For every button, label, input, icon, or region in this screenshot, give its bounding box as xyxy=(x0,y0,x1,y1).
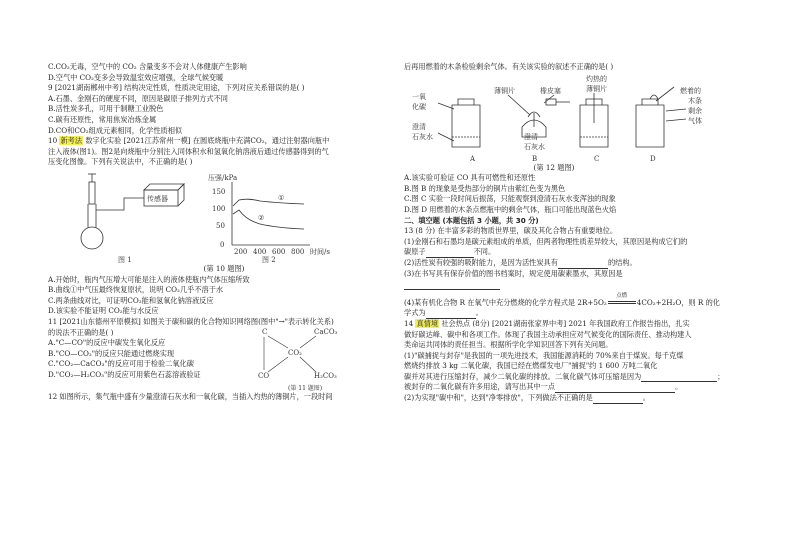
q13-part1-prefix: 碳原子 xyxy=(404,247,426,257)
q14-part2: (2)为实现"碳中和"，达到"净零排放"，下列做法不正确的是 。 xyxy=(404,393,650,403)
q11-stem-2: 的说法不正确的是( ) xyxy=(48,327,114,337)
fig12-caption: (第 12 题图) xyxy=(533,162,575,172)
q13-part4 xyxy=(404,292,756,309)
fig12-lime-a-2: 石灰水 xyxy=(412,132,433,141)
figure-10 xyxy=(48,168,400,264)
fig10-xtick-600: 600 xyxy=(272,247,286,256)
fig12-co-label-2: 化碳 xyxy=(412,102,426,111)
fig10-ytick-0: 0 xyxy=(220,240,225,249)
fig12-copper-b: 薄铜片 xyxy=(494,86,515,95)
q12-stem-cont: 后再用燃着的木条检验剩余气体。有关该实验的叙述不正确的是( ) xyxy=(404,62,614,71)
fig11-node-c: C xyxy=(262,327,268,336)
fig10-figure1-label: 图 1 xyxy=(118,255,132,264)
q14-part1-4-text: 被封存的二氧化碳有许多用途，请写出其中一点 xyxy=(404,382,555,392)
fig10-pressure-chart xyxy=(208,173,330,256)
q13-part2 xyxy=(404,258,756,269)
fig12-stick: 木条 xyxy=(688,96,702,105)
q13-part4-formula-label: 学式为 xyxy=(404,308,426,318)
q9-option-a: A.石墨、金刚石的硬度不同，原因是碳原子排列方式不同 xyxy=(48,93,228,103)
q13-stem: 13 (8 分) 在丰富多彩的物质世界里，碳及其化合物占有重要地位。 xyxy=(404,226,618,236)
q13-reaction-arrow xyxy=(607,292,637,309)
fig12-gas: 气体 xyxy=(688,116,702,125)
fig11-node-co2: CO₂ xyxy=(288,348,302,357)
fig12-label-b: B xyxy=(532,154,538,163)
q10-option-c: C.两条曲线对比，可证明CO₂能和氢氧化钠溶液反应 xyxy=(48,295,214,305)
fig10-xtick-800: 800 xyxy=(291,247,305,256)
q10-stem-text: 数字化实验 [2021江苏常州一模] 在圆底烧瓶中充满CO₂，通过注射器向瓶中 xyxy=(85,136,330,146)
q13-part2-suffix: 的结构。 xyxy=(607,257,637,267)
fig12-labels xyxy=(412,74,702,163)
q13-equals-sign xyxy=(608,301,636,305)
figure-12 xyxy=(404,73,756,163)
fig10-ytick-50: 50 xyxy=(216,221,225,230)
fig12-hot-label: 灼热的 xyxy=(586,74,607,83)
fig12-lime-b-1: 澄清 xyxy=(524,132,538,141)
fig12-label-d: D xyxy=(650,154,656,163)
q11-block xyxy=(48,328,400,392)
q13-part3-answer xyxy=(404,279,756,290)
q13-part3: (3)在书写具有保存价值的图书档案时，规定使用碳素墨水，其原因是 xyxy=(404,268,623,278)
q12-option-a: A.该实验可验证 CO 具有可燃性和还原性 xyxy=(404,173,536,183)
q10-new-method-badge: 新考法 xyxy=(60,136,83,146)
fig10-xtick-200: 200 xyxy=(234,247,248,256)
q14-blank-2[interactable] xyxy=(555,384,675,393)
fig10-caption: (第 10 题图) xyxy=(203,263,245,273)
fig10-ytick-100: 100 xyxy=(212,204,226,213)
q11-option-b: B."CO—CO₂"的反应只能通过燃烧实现 xyxy=(48,348,175,358)
q14-part1-4: 被封存的二氧化碳有许多用途，请写出其中一点 。 xyxy=(404,382,683,392)
q14-part1-3-text: 碳并对其进行压缩封存，减少二氧化碳的排放。二氧化碳气体可压缩是因为 xyxy=(404,371,642,381)
q12-option-c: C.图 C 实验一段时间后振荡，只能观察到澄清石灰水变浑浊的现象 xyxy=(404,194,616,204)
q12-stem: 12 如图所示，集气瓶中盛有少量澄清石灰水和一氧化碳，当插入灼热的薄铜片，一段时间 xyxy=(48,391,333,401)
q9-stem: 9 [2021湖南郴州中考] 结构决定性质，性质决定用途，下列对应关系错误的是( ) xyxy=(48,83,305,93)
q12-option-b: B.图 B 的现象是受热部分的铜片由紫红色变为黑色 xyxy=(404,183,566,193)
q14-part1-2: 燃烧约排放 3 kg 二氧化碳，我国已经在燃煤发电厂"捕捉"约 1 600 万吨二氧化 xyxy=(404,361,658,371)
q13-condition-ignite: 点燃 xyxy=(616,292,628,299)
fig10-apparatus xyxy=(81,174,184,249)
q14-blank-1[interactable] xyxy=(641,373,717,382)
q13-blank-3[interactable] xyxy=(404,281,500,290)
q8-option-c: C.CO₂无毒，空气中的 CO₂ 含量变多不会对人体健康产生影响 xyxy=(48,62,247,71)
q14-part1-3: 碳并对其进行压缩封存，减少二氧化碳的排放。二氧化碳气体可压缩是因为 ； xyxy=(404,371,725,381)
q14-stem-3: 类命运共同体的责任担当。根据所学化学知识回答下列有关问题。 xyxy=(404,340,613,350)
figure-10-drawing xyxy=(48,168,400,264)
q13-part4-suffix: 4CO₂+2H₂O，则 R 的化 xyxy=(636,297,720,307)
q14-stem-text: 社会热点 (8分) [2021湖南张家界中考] 2021 年我国政府工作报告指出，扎实 xyxy=(441,318,690,328)
fig12-stopper: 橡皮塞 xyxy=(540,86,561,95)
q14-stem-2: 做好碳达峰、碳中和各项工作。体现了我国主动承担应对气候变化的国际责任、推动构建人 xyxy=(404,329,692,339)
q14-real-situation-badge: 真情境 xyxy=(416,318,439,328)
fig12-label-c: C xyxy=(594,154,600,163)
q14-part2-text: (2)为实现"碳中和"，达到"净零排放"，下列做法不正确的是 xyxy=(404,393,593,403)
fig11-node-h2co3: H₂CO₃ xyxy=(314,371,337,380)
fig12-lime-b-2: 石灰水 xyxy=(524,142,545,151)
left-column xyxy=(48,62,400,402)
fig11-caption: (第 11 题图) xyxy=(288,384,323,392)
q13-part1-cont xyxy=(404,247,756,258)
q14-stem-1: 14 真情境 社会热点 (8分) [2021湖南张家界中考] 2021 年我国政府工作报告指出，扎实 xyxy=(404,318,690,328)
q10-option-d: D.该实验不能证明 CO₂能与水反应 xyxy=(48,306,159,316)
fig12-apparatus xyxy=(438,87,686,147)
q14-part1-1: (1)"碳捕捉与封存"是我国的一项先进技术，我国能源消耗的 70%来自于煤炭。每千克煤 xyxy=(404,350,684,360)
fig11-node-co: CO xyxy=(258,371,270,380)
section-2-heading: 二、填空题 (本题包括 3 小题，共 30 分) xyxy=(404,215,539,225)
fig12-copper-c: 薄铜片 xyxy=(586,84,607,93)
q13-part1-suffix: 不同。 xyxy=(473,247,496,257)
fig10-curve-1 xyxy=(233,199,304,206)
q10-stem-2: 注入液体(图1)。图2是向烧瓶中分别注入同体积水和氢氧化钠溶液后通过传感器得到的气 xyxy=(48,146,329,156)
fig10-xtick-400: 400 xyxy=(253,247,267,256)
q13-blank-1[interactable] xyxy=(426,249,474,258)
q10-option-b: B.曲线①中气压最终恢复原状，说明 CO₂几乎不溶于水 xyxy=(48,285,224,295)
q14-blank-3[interactable] xyxy=(593,395,643,404)
fig11-node-caco3: CaCO₃ xyxy=(314,327,338,336)
q13-blank-2[interactable] xyxy=(558,260,608,269)
q11-option-c: C."CO₂—CaCO₃"的反应可用于检验二氧化碳 xyxy=(48,359,194,369)
q11-option-d: D."CO₂—H₂CO₃"的反应可用紫色石蕊溶液验证 xyxy=(48,369,201,379)
q11-stem-1: 11 [2021山东德州平原模拟] 如图关于碳和碳的化合物知识网络图(图中"→"表示转化关系) xyxy=(48,316,334,326)
q11-option-a: A."C—CO"的反应中碳发生氧化反应 xyxy=(48,338,166,348)
fig12-remain: 剩余 xyxy=(688,106,702,115)
q10-option-a: A.开始时，瓶内气压增大可能是注入的液体使瓶内气体压缩所致 xyxy=(48,274,250,284)
fig10-curve-1-label: ① xyxy=(278,193,285,202)
q8-option-d: D.空气中 CO₂变多会导致温室效应增强，全球气候变暖 xyxy=(48,72,224,82)
figure-11-network xyxy=(254,324,384,392)
fig10-sensor-label: 传感器 xyxy=(147,194,168,203)
q9-option-c: C.碳有还原性，常用焦炭冶炼金属 xyxy=(48,114,157,124)
fig10-x-unit: 时间/s xyxy=(310,247,330,256)
fig12-label-a: A xyxy=(470,154,476,163)
fig12-burning: 燃着的 xyxy=(680,86,701,95)
fig10-ytick-150: 150 xyxy=(212,187,226,196)
q13-part1: (1)金刚石和石墨均是碳元素组成的单质，但两者物理性质差异较大，其原因是构成它们的 xyxy=(404,236,688,246)
fig12-co-label-1: 一氧 xyxy=(412,92,426,101)
q13-part4-prefix: (4)某有机化合物 R 在氧气中充分燃烧的化学方程式是 2R+5O₂ xyxy=(404,297,607,307)
fig10-figure2-label: 图 2 xyxy=(262,255,276,264)
fig10-curve-2-label: ② xyxy=(258,213,265,222)
right-column xyxy=(404,62,756,404)
q11-options xyxy=(48,328,248,381)
q9-option-b: B.活性炭多孔，可用于制糖工业脱色 xyxy=(48,104,164,114)
q10-stem-3: 压变化图像。下列有关说法中，不正确的是( ) xyxy=(48,157,193,167)
fig10-curve-2 xyxy=(233,210,304,229)
q13-part2-prefix: (2)活性炭有较强的吸附能力，是因为活性炭具有 xyxy=(404,257,558,267)
q12-option-d: D.图 D 用燃着的木条点燃瓶中的剩余气体，瓶口可能出现蓝色火焰 xyxy=(404,204,617,214)
q13-blank-4[interactable] xyxy=(426,310,476,319)
q9-option-d: D.CO和CO₂组成元素相同，化学性质相似 xyxy=(48,125,183,135)
fig10-y-label: 压强/kPa xyxy=(208,173,238,182)
figure-12-drawing xyxy=(404,73,756,163)
q13-part4-cont: 学式为 。 xyxy=(404,308,483,318)
fig12-lime-a-1: 澄清 xyxy=(412,122,426,131)
q10-stem-1: 10 新考法 数字化实验 [2021江苏常州一模] 在圆底烧瓶中充满CO₂，通过注射器向瓶中 xyxy=(48,136,330,146)
